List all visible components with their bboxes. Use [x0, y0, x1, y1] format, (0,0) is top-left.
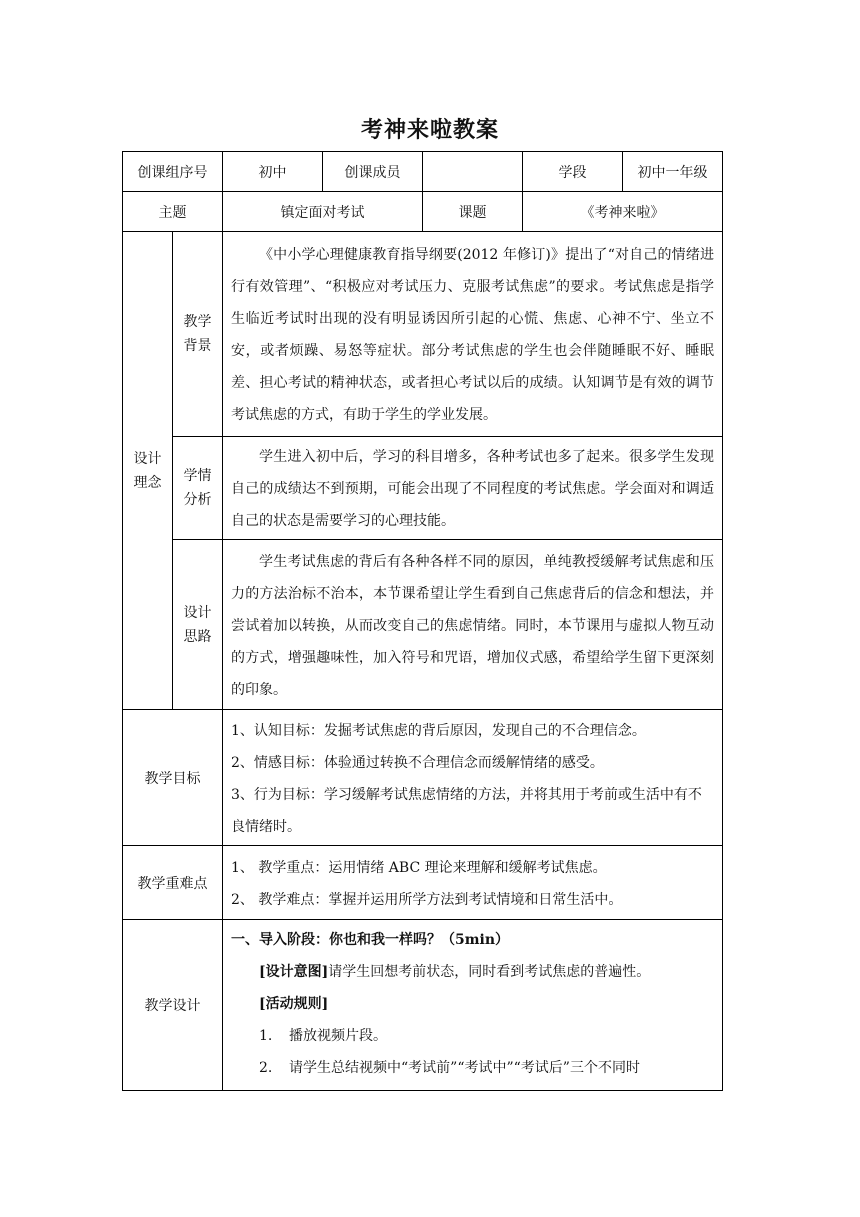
- design-idea-label: [173, 540, 223, 710]
- lesson-plan-table: [122, 151, 723, 1091]
- stage-value: 初中一年级: [623, 152, 723, 192]
- background-label-text: 教学背景: [183, 314, 212, 354]
- topic-value: 《考神来啦》: [523, 192, 723, 232]
- background-text: 《中小学心理健康教育指导纲要(2012 年修订)》提出了“对自己的情绪进行有效管理”、“积极应对考试压力、克服考试焦虑”的要求。考试焦虑是指学生临近考试时出现的没有明显诱因所引起的心慌、焦虑、心神不宁、坐立不安，或者烦躁、易怒等症状。部分考试焦虑的学生也会伴随睡眠不好、睡眠差、担心考试的精神状态，或者担心考试以后的成绩。认知调节是有效的调节考试焦虑的方式，有助于学生的学业发展。: [223, 232, 723, 437]
- step-number: 2.: [259, 1060, 273, 1076]
- page-title: 考神来啦教案: [360, 117, 499, 143]
- analysis-text: 学生进入初中后，学习的科目增多，各种考试也多了起来。很多学生发现自己的成绩达不到预期，可能会出现了不同程度的考试焦虑。学会面对和调适自己的状态是需要学习的心理技能。: [223, 437, 723, 540]
- design-intent: [231, 956, 714, 988]
- topic-label: 课题: [423, 192, 523, 232]
- design-idea-text: 学生考试焦虑的背后有各种各样不同的原因，单纯教授缓解考试焦虑和压力的方法治标不治本，本节课希望让学生看到自己焦虑背后的信念和想法，并尝试着加以转换，从而改变自己的焦虑情绪。同时，本节课用与虚拟人物互动的方式，增强趣味性，加入符号和咒语，增加仪式感，希望给学生留下更深刻的印象。: [223, 540, 723, 710]
- table-row: [123, 540, 723, 710]
- design-intent-tag: [设计意图]: [259, 964, 329, 980]
- table-row: [123, 232, 723, 437]
- key-point-item: 1、 教学重点：运用情绪 ABC 理论来理解和缓解考试焦虑。: [231, 859, 607, 876]
- key-point-item: 2、 教学难点：掌握并运用所学方法到考试情境和日常生活中。: [231, 891, 623, 908]
- key-points-list: [223, 846, 723, 920]
- table-row: [123, 710, 723, 846]
- goal-item: 2、情感目标：体验通过转换不合理信念而缓解情绪的感受。: [231, 754, 604, 771]
- key-points-label: 教学重难点: [123, 846, 223, 920]
- design-concept-label-text: 设计理念: [133, 450, 162, 491]
- step-text: 请学生总结视频中“考试前”“考试中”“考试后”三个不同时: [289, 1060, 640, 1076]
- step-item: [231, 1052, 714, 1084]
- step-number: 1.: [259, 1028, 273, 1044]
- design-concept-label: [123, 232, 173, 710]
- design-idea-label-text: 设计思路: [183, 604, 212, 645]
- table-row: [123, 846, 723, 920]
- teaching-goals-list: [223, 710, 723, 846]
- goal-item: 3、行为目标：学习缓解考试焦虑情绪的方法，并将其用于考前或生活中有不良情绪时。: [231, 786, 702, 835]
- teaching-design-content: [223, 920, 723, 1091]
- goal-item: 1、认知目标：发掘考试焦虑的背后原因，发现自己的不合理信念。: [231, 722, 646, 739]
- activity-rules-tag: [活动规则]: [259, 996, 329, 1012]
- theme-label: 主题: [123, 192, 223, 232]
- teaching-design-label: 教学设计: [123, 920, 223, 1091]
- background-label: [173, 232, 223, 437]
- teaching-goals-label: 教学目标: [123, 710, 223, 846]
- table-row: [123, 152, 723, 192]
- table-row: [123, 192, 723, 232]
- table-row: [123, 437, 723, 540]
- table-row: [123, 920, 723, 1091]
- step-text: 播放视频片段。: [289, 1028, 387, 1044]
- stage-label: 学段: [523, 152, 623, 192]
- step-item: [231, 1020, 714, 1052]
- group-number-label: 创课组序号: [123, 152, 223, 192]
- members-label: 创课成员: [323, 152, 423, 192]
- group-number-value: 初中: [223, 152, 323, 192]
- members-value: [423, 152, 523, 192]
- analysis-label: [173, 437, 223, 540]
- analysis-label-text: 学情分析: [183, 468, 212, 508]
- theme-value: 镇定面对考试: [223, 192, 423, 232]
- design-intent-text: 请学生回想考前状态，同时看到考试焦虑的普遍性。: [328, 964, 651, 980]
- section-heading: 一、导入阶段：你也和我一样吗？（5min）: [231, 932, 510, 948]
